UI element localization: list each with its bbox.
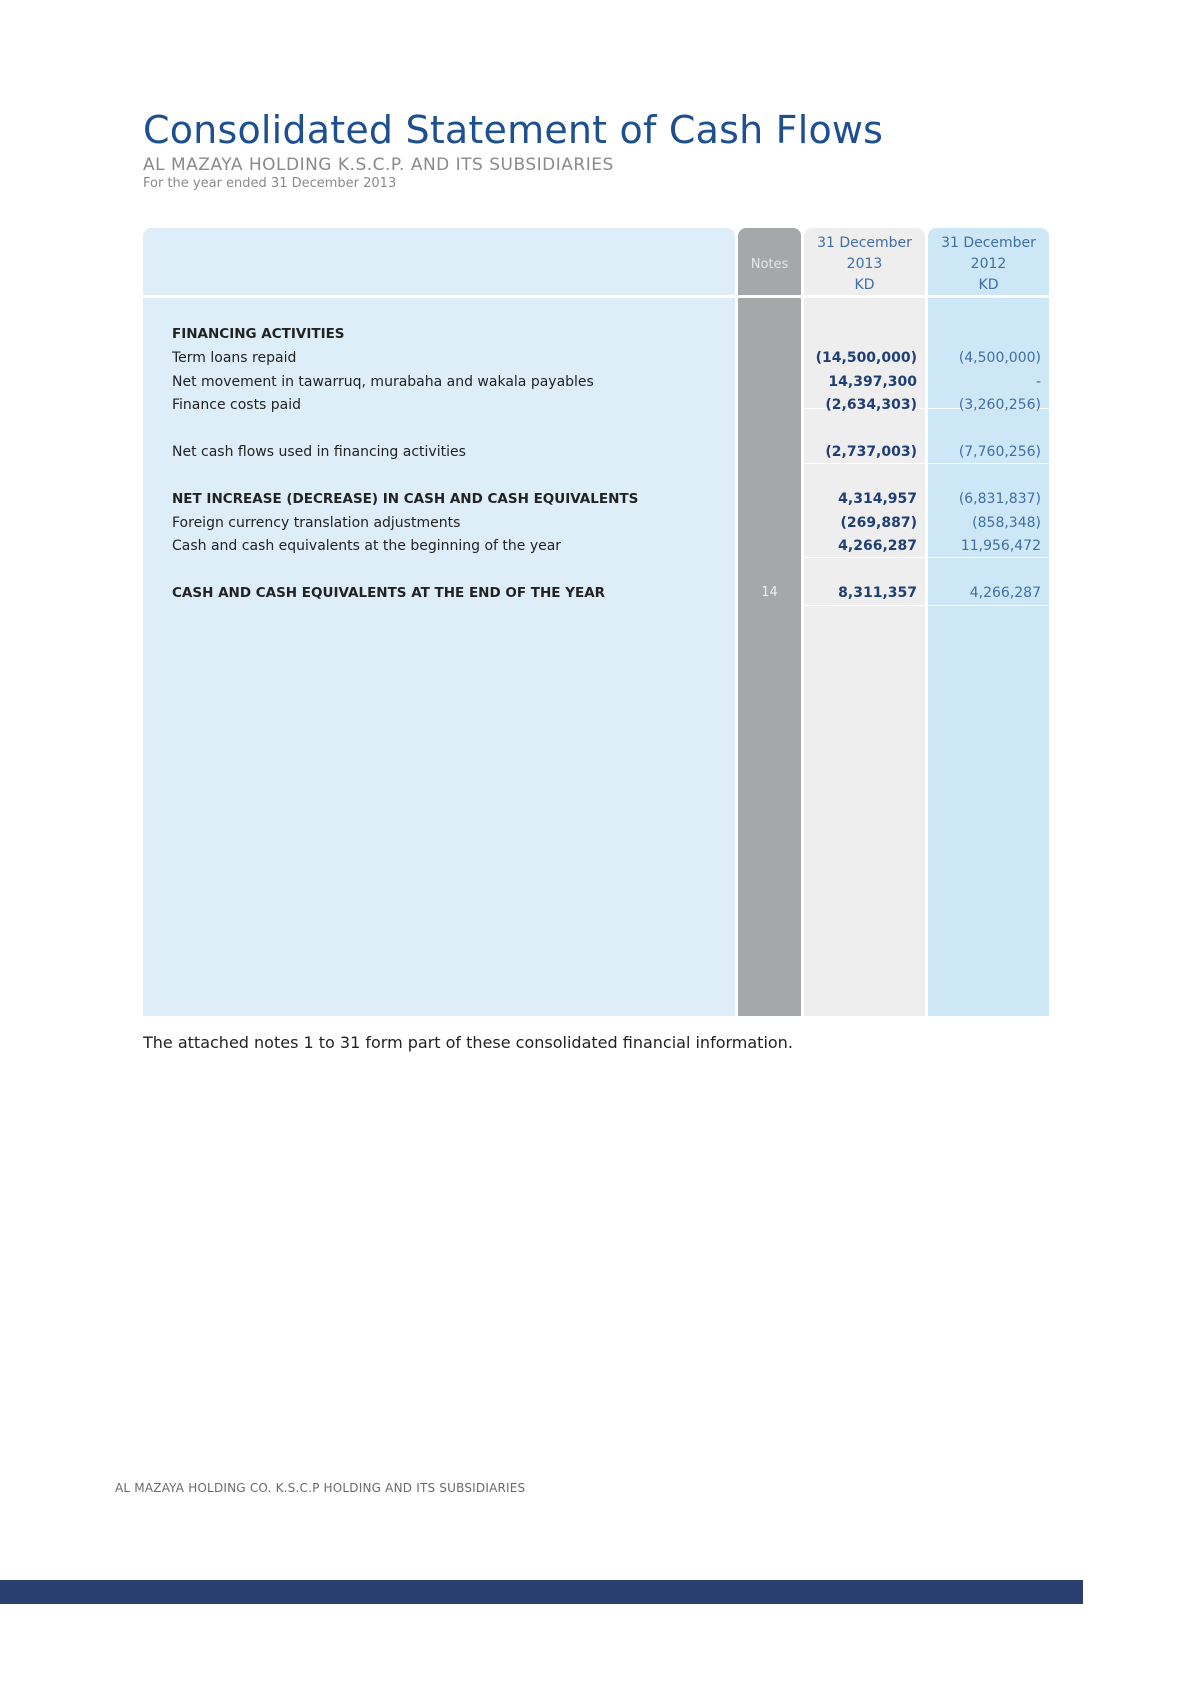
row-label: FINANCING ACTIVITIES [172,326,345,342]
row-label: CASH AND CASH EQUIVALENTS AT THE END OF THE YEAR [172,585,606,601]
row-label: Net cash flows used in financing activities [172,444,466,460]
row-label: Term loans repaid [172,350,297,366]
row-value-2013: 4,266,287 [838,538,917,554]
row-label: Net movement in tawarruq, murabaha and wakala payables [172,374,594,390]
row-value-2012: 4,266,287 [969,585,1041,601]
row-separator [804,605,1049,606]
table-row [143,441,1049,463]
period-text: For the year ended 31 December 2013 [143,176,397,191]
table-row [143,535,1049,557]
table-row [143,323,1049,345]
table-row [143,394,1049,416]
header-2013 [804,233,925,296]
header-2012-date: 31 December [941,235,1036,251]
footer-company: AL MAZAYA HOLDING CO. K.S.C.P HOLDING AND ITS SUBSIDIARIES [115,1481,526,1495]
row-value-2012: (3,260,256) [958,397,1041,413]
table-row [143,582,1049,604]
table-row [143,347,1049,369]
notes-header: Notes [750,257,789,272]
header-2012-unit: KD [978,277,999,293]
row-value-2013: 14,397,300 [828,374,917,390]
header-2012 [928,233,1049,296]
header-2013-unit: KD [854,277,875,293]
row-label: NET INCREASE (DECREASE) IN CASH AND CASH EQUIVALENTS [172,491,639,507]
row-label: Cash and cash equivalents at the beginning of the year [172,538,562,554]
table-row [143,371,1049,393]
row-note: 14 [761,585,778,600]
header-2013-year: 2013 [846,256,883,272]
row-separator [804,557,1049,558]
row-label: Foreign currency translation adjustments [172,515,461,531]
row-value-2012: (4,500,000) [958,350,1041,366]
footnote: The attached notes 1 to 31 form part of these consolidated financial information. [143,1033,793,1052]
header-2013-date: 31 December [817,235,912,251]
row-value-2012: (858,348) [972,515,1041,531]
row-value-2013: 8,311,357 [838,585,917,601]
row-value-2013: (2,737,003) [825,444,917,460]
page-title: Consolidated Statement of Cash Flows [143,108,884,152]
row-separator [804,463,1049,464]
row-value-2013: (2,634,303) [825,397,917,413]
row-value-2012: (6,831,837) [958,491,1041,507]
table-row [143,512,1049,534]
row-value-2012: 11,956,472 [960,538,1041,554]
row-value-2013: 4,314,957 [838,491,917,507]
table-row [143,488,1049,510]
row-value-2012: (7,760,256) [958,444,1041,460]
row-label: Finance costs paid [172,397,302,413]
header-2012-year: 2012 [970,256,1007,272]
row-value-2013: (14,500,000) [815,350,917,366]
footer-bar [0,1580,1083,1604]
row-value-2012: - [1035,374,1041,390]
company-name: AL MAZAYA HOLDING K.S.C.P. AND ITS SUBSIDIARIES [143,155,614,175]
row-value-2013: (269,887) [840,515,917,531]
